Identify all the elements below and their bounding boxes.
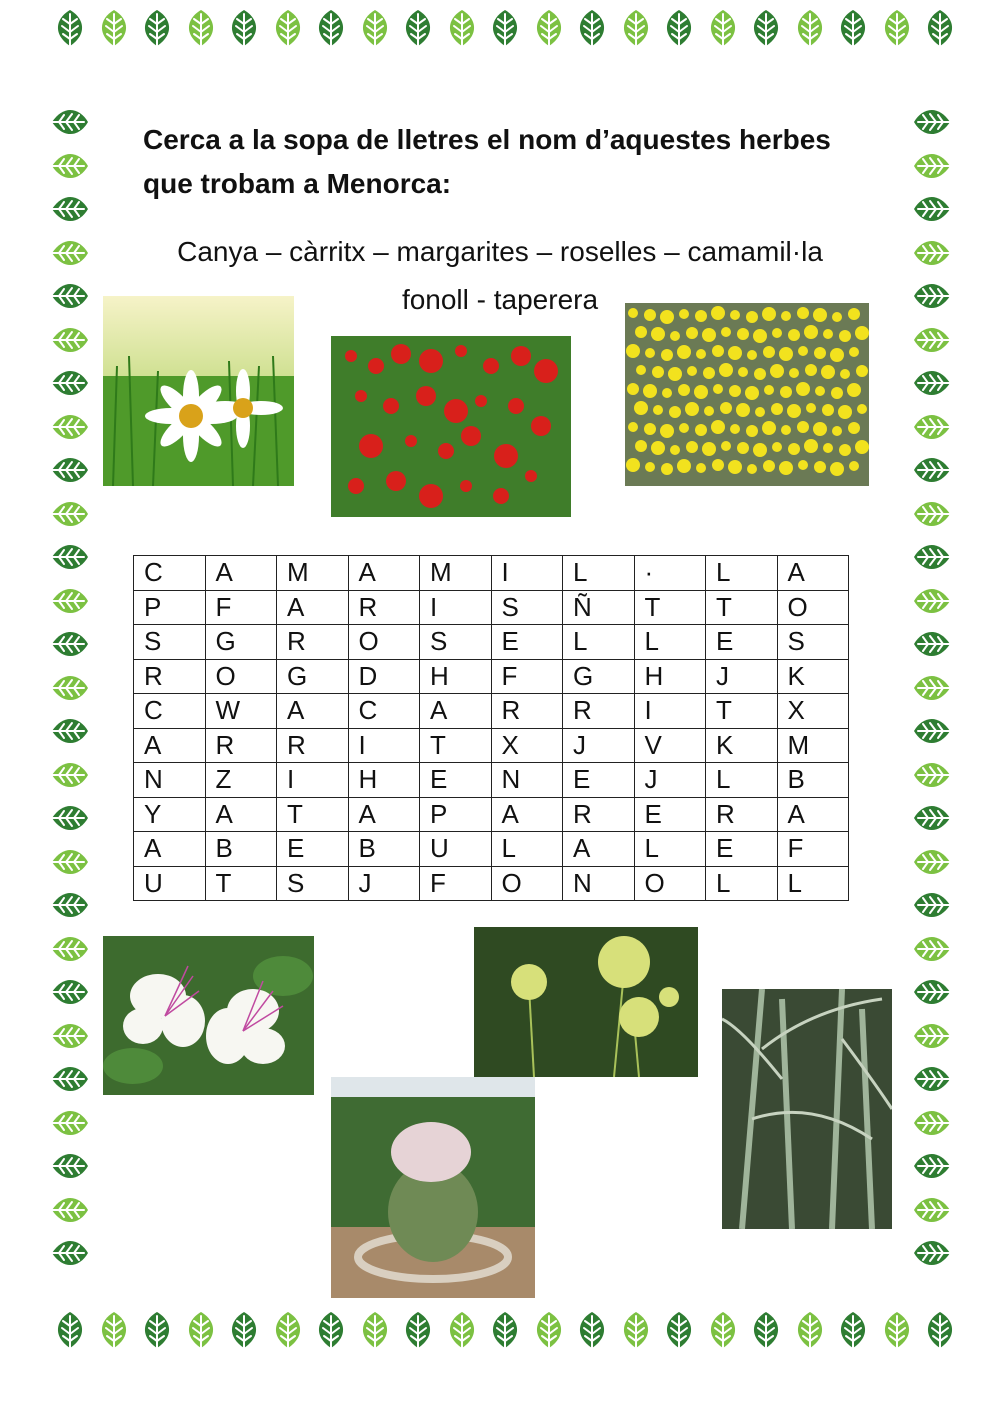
leaf-icon: [912, 1188, 956, 1232]
daisies-photo: [103, 296, 294, 486]
leaf-icon: [912, 361, 956, 405]
leaf-icon: [831, 1310, 875, 1354]
grid-cell: I: [348, 728, 420, 763]
grid-cell: T: [205, 866, 277, 901]
grid-cell: E: [706, 625, 778, 660]
leaf-icon: [440, 1310, 484, 1354]
leaf-icon: [46, 144, 90, 188]
leaf-icon: [912, 405, 956, 449]
leaf-icon: [527, 8, 571, 52]
grid-cell: B: [777, 763, 849, 798]
leaf-icon: [266, 8, 310, 52]
grid-cell: G: [277, 659, 349, 694]
leaf-icon: [135, 8, 179, 52]
leaf-icon: [440, 8, 484, 52]
leaf-icon: [912, 970, 956, 1014]
page-title: [143, 118, 903, 206]
leaf-icon: [701, 8, 745, 52]
leaf-icon: [353, 8, 397, 52]
grid-cell: G: [205, 625, 277, 660]
leaf-icon: [222, 1310, 266, 1354]
grid-cell: S: [777, 625, 849, 660]
leaf-icon: [46, 579, 90, 623]
grid-cell: L: [706, 556, 778, 591]
leaf-icon: [46, 361, 90, 405]
grid-cell: W: [205, 694, 277, 729]
grid-cell: C: [134, 694, 206, 729]
leaf-icon: [46, 535, 90, 579]
grid-cell: M: [277, 556, 349, 591]
grid-cell: U: [420, 832, 492, 867]
leaf-icon: [912, 796, 956, 840]
grid-cell: A: [134, 832, 206, 867]
grid-cell: L: [491, 832, 563, 867]
leaf-icon: [46, 187, 90, 231]
leaf-icon: [46, 405, 90, 449]
grid-cell: L: [563, 556, 635, 591]
leaf-icon: [912, 840, 956, 884]
leaf-icon: [483, 1310, 527, 1354]
grid-cell: O: [777, 590, 849, 625]
leaf-icon: [46, 231, 90, 275]
grid-cell: K: [777, 659, 849, 694]
grid-cell: E: [420, 763, 492, 798]
cane-photo: [722, 989, 892, 1229]
leaf-icon: [353, 1310, 397, 1354]
grid-cell: Z: [205, 763, 277, 798]
leaf-icon: [396, 1310, 440, 1354]
leaf-icon: [48, 8, 92, 52]
leaf-icon: [912, 1101, 956, 1145]
leaf-icon: [744, 1310, 788, 1354]
grid-cell: M: [777, 728, 849, 763]
grid-cell: S: [491, 590, 563, 625]
leaf-icon: [46, 492, 90, 536]
leaf-icon: [918, 8, 962, 52]
title-line-1: Cerca a la sopa de lletres el nom d’aquestes herbes: [143, 124, 831, 155]
grid-cell: N: [563, 866, 635, 901]
leaf-icon: [222, 8, 266, 52]
leaf-icon: [614, 8, 658, 52]
grid-cell: T: [706, 694, 778, 729]
grid-cell: E: [563, 763, 635, 798]
poppies-photo: [331, 336, 571, 517]
grid-cell: B: [205, 832, 277, 867]
leaf-icon: [396, 8, 440, 52]
leaf-icon: [912, 492, 956, 536]
grid-cell: A: [277, 590, 349, 625]
grid-cell: L: [634, 625, 706, 660]
grid-cell: E: [634, 797, 706, 832]
grid-cell: S: [277, 866, 349, 901]
grid-cell: J: [706, 659, 778, 694]
grid-cell: O: [634, 866, 706, 901]
grid-cell: E: [706, 832, 778, 867]
leaf-icon: [179, 8, 223, 52]
grid-cell: O: [491, 866, 563, 901]
leaf-icon: [46, 796, 90, 840]
leaf-icon: [46, 1101, 90, 1145]
grid-cell: I: [420, 590, 492, 625]
leaf-icon: [527, 1310, 571, 1354]
grid-cell: J: [563, 728, 635, 763]
leaf-icon: [48, 1310, 92, 1354]
grid-cell: I: [277, 763, 349, 798]
leaf-icon: [46, 970, 90, 1014]
leaf-icon: [875, 1310, 919, 1354]
grid-cell: Ñ: [563, 590, 635, 625]
grid-cell: C: [348, 694, 420, 729]
leaf-icon: [46, 1014, 90, 1058]
leaf-icon: [912, 753, 956, 797]
word-search-grid: [133, 555, 849, 901]
grid-cell: L: [563, 625, 635, 660]
grid-cell: A: [205, 556, 277, 591]
grid-cell: X: [491, 728, 563, 763]
leaf-icon: [912, 666, 956, 710]
leaf-icon: [46, 622, 90, 666]
grid-cell: R: [563, 797, 635, 832]
leaf-icon: [309, 1310, 353, 1354]
grid-cell: R: [563, 694, 635, 729]
grid-cell: R: [205, 728, 277, 763]
grid-cell: A: [777, 797, 849, 832]
leaf-icon: [570, 8, 614, 52]
leaf-icon: [912, 448, 956, 492]
leaf-icon: [912, 231, 956, 275]
grid-row: [134, 659, 849, 694]
leaf-icon: [788, 8, 832, 52]
leaf-icon: [46, 1231, 90, 1275]
leaf-icon: [831, 8, 875, 52]
grid-cell: G: [563, 659, 635, 694]
grid-cell: A: [348, 556, 420, 591]
grid-cell: H: [420, 659, 492, 694]
leaf-icon: [46, 1057, 90, 1101]
grid-cell: A: [491, 797, 563, 832]
grid-cell: A: [277, 694, 349, 729]
leaf-icon: [788, 1310, 832, 1354]
grid-cell: O: [348, 625, 420, 660]
grid-row: [134, 832, 849, 867]
grid-cell: R: [277, 728, 349, 763]
chamomile-photo: [625, 303, 869, 486]
leaf-icon: [92, 1310, 136, 1354]
grid-cell: N: [134, 763, 206, 798]
leaf-icon: [912, 318, 956, 362]
leaf-icon: [744, 8, 788, 52]
grid-row: [134, 866, 849, 901]
grid-cell: F: [420, 866, 492, 901]
leaf-icon: [912, 622, 956, 666]
grid-row: [134, 625, 849, 660]
grid-cell: T: [420, 728, 492, 763]
grid-cell: E: [491, 625, 563, 660]
leaf-icon: [912, 709, 956, 753]
leaf-icon: [46, 709, 90, 753]
grid-cell: O: [205, 659, 277, 694]
leaf-icon: [46, 100, 90, 144]
word-list-line-2: fonoll - taperera: [401, 284, 599, 315]
grid-cell: L: [706, 763, 778, 798]
leaf-icon: [912, 579, 956, 623]
grid-row: [134, 556, 849, 591]
leaf-icon: [912, 144, 956, 188]
leaf-icon: [179, 1310, 223, 1354]
grid-cell: A: [420, 694, 492, 729]
grid-cell: A: [563, 832, 635, 867]
grid-cell: A: [205, 797, 277, 832]
grid-cell: H: [348, 763, 420, 798]
leaf-icon: [46, 753, 90, 797]
grid-cell: R: [706, 797, 778, 832]
leaf-icon: [912, 927, 956, 971]
grid-cell: H: [634, 659, 706, 694]
grid-cell: T: [706, 590, 778, 625]
leaf-icon: [46, 666, 90, 710]
grid-row: [134, 728, 849, 763]
grid-row: [134, 694, 849, 729]
caper-flower-photo: [103, 936, 314, 1095]
grid-cell: E: [277, 832, 349, 867]
leaf-icon: [483, 8, 527, 52]
grid-cell: A: [134, 728, 206, 763]
grid-cell: V: [634, 728, 706, 763]
leaf-icon: [657, 8, 701, 52]
grid-cell: F: [777, 832, 849, 867]
grid-cell: J: [348, 866, 420, 901]
grid-cell: S: [420, 625, 492, 660]
grid-cell: M: [420, 556, 492, 591]
grid-cell: L: [634, 832, 706, 867]
leaf-icon: [266, 1310, 310, 1354]
leaf-icon: [614, 1310, 658, 1354]
leaf-icon: [46, 840, 90, 884]
leaf-icon: [570, 1310, 614, 1354]
pampas-grass-photo: [331, 1077, 535, 1298]
leaf-icon: [135, 1310, 179, 1354]
grid-cell: F: [491, 659, 563, 694]
leaf-icon: [46, 448, 90, 492]
grid-cell: I: [491, 556, 563, 591]
leaf-icon: [912, 883, 956, 927]
grid-row: [134, 590, 849, 625]
grid-cell: R: [277, 625, 349, 660]
grid-cell: ·: [634, 556, 706, 591]
leaf-icon: [912, 535, 956, 579]
grid-cell: R: [491, 694, 563, 729]
grid-cell: U: [134, 866, 206, 901]
grid-cell: T: [634, 590, 706, 625]
leaf-icon: [912, 1057, 956, 1101]
leaf-icon: [309, 8, 353, 52]
leaf-icon: [46, 274, 90, 318]
grid-cell: R: [134, 659, 206, 694]
grid-cell: C: [134, 556, 206, 591]
leaf-icon: [875, 8, 919, 52]
grid-cell: X: [777, 694, 849, 729]
leaf-icon: [657, 1310, 701, 1354]
leaf-icon: [912, 187, 956, 231]
grid-cell: L: [706, 866, 778, 901]
grid-cell: I: [634, 694, 706, 729]
grid-row: [134, 763, 849, 798]
grid-cell: B: [348, 832, 420, 867]
leaf-icon: [912, 1231, 956, 1275]
leaf-icon: [46, 318, 90, 362]
leaf-icon: [918, 1310, 962, 1354]
grid-cell: P: [134, 590, 206, 625]
leaf-icon: [46, 883, 90, 927]
grid-cell: K: [706, 728, 778, 763]
leaf-icon: [46, 1188, 90, 1232]
grid-cell: Y: [134, 797, 206, 832]
leaf-icon: [92, 8, 136, 52]
word-list-line-1: Canya – càrritx – margarites – roselles – camamil·la: [177, 236, 823, 267]
leaf-icon: [912, 1144, 956, 1188]
leaf-icon: [912, 1014, 956, 1058]
grid-cell: F: [205, 590, 277, 625]
grid-cell: R: [348, 590, 420, 625]
grid-cell: T: [277, 797, 349, 832]
leaf-icon: [912, 100, 956, 144]
grid-cell: L: [777, 866, 849, 901]
grid-cell: D: [348, 659, 420, 694]
grid-cell: S: [134, 625, 206, 660]
leaf-icon: [46, 1144, 90, 1188]
grid-cell: J: [634, 763, 706, 798]
leaf-icon: [46, 927, 90, 971]
grid-cell: P: [420, 797, 492, 832]
grid-row: [134, 797, 849, 832]
grid-cell: N: [491, 763, 563, 798]
fennel-photo: [474, 927, 698, 1077]
leaf-icon: [701, 1310, 745, 1354]
title-line-2: que trobam a Menorca:: [143, 168, 452, 199]
grid-cell: A: [777, 556, 849, 591]
grid-cell: A: [348, 797, 420, 832]
leaf-icon: [912, 274, 956, 318]
